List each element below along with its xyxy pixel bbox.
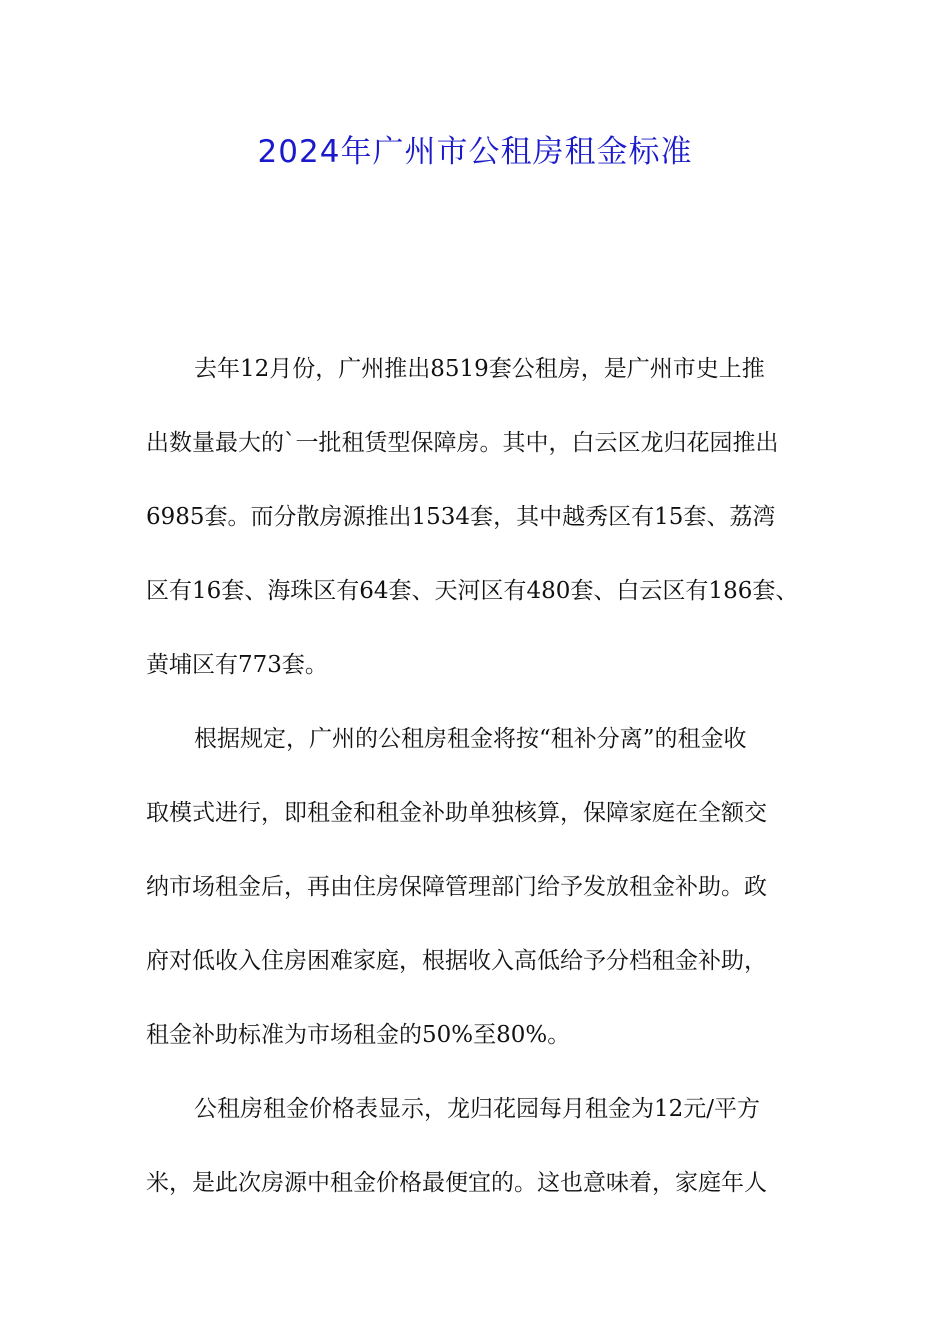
text-line: 6985套。而分散房源推出1534套，其中越秀区有15套、荔湾: [146, 504, 776, 530]
text-line: 米，是此次房源中租金价格最便宜的。这也意味着，家庭年人: [146, 1170, 767, 1196]
text-line: 区有16套、海珠区有64套、天河区有480套、白云区有186套、: [146, 578, 799, 604]
text-line: 出数量最大的`一批租赁型保障房。其中，白云区龙归花园推出: [146, 430, 779, 456]
paragraph: [146, 1072, 826, 1220]
text-line: 黄埔区有773套。: [146, 652, 328, 678]
text-line: 去年12月份，广州推出8519套公租房，是广州市史上推: [194, 356, 765, 382]
paragraph: [146, 332, 826, 702]
text-line: 取模式进行，即租金和租金补助单独核算，保障家庭在全额交: [146, 800, 767, 826]
paragraph: [146, 702, 826, 1072]
document-body: [146, 332, 826, 1220]
text-line: 府对低收入住房困难家庭，根据收入高低给予分档租金补助，: [146, 948, 767, 974]
text-line: 公租房租金价格表显示，龙归花园每月租金为12元/平方: [194, 1096, 761, 1122]
text-line: 纳市场租金后，再由住房保障管理部门给予发放租金补助。政: [146, 874, 767, 900]
text-line: 根据规定，广州的公租房租金将按“租补分离”的租金收: [194, 726, 747, 752]
document-title: 2024年广州市公租房租金标准: [257, 134, 693, 170]
text-line: 租金补助标准为市场租金的50%至80%。: [146, 1022, 571, 1048]
